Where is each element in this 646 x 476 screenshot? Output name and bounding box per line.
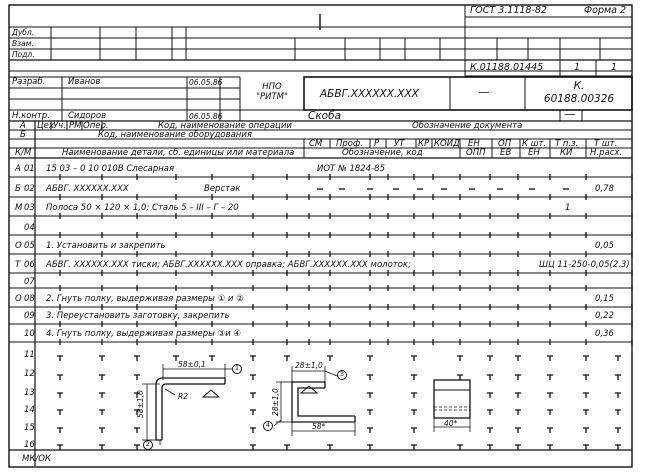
tee-mark [515,393,521,398]
tee-mark [411,410,417,415]
row-value: 0,15 [595,294,614,304]
tee-mark [487,393,493,398]
row-15-number: 15 [24,423,35,433]
tee-mark [99,393,105,398]
tee-mark [583,445,589,450]
tee-mark [515,445,521,450]
row-km-letter: К/М [15,148,32,158]
sketch-part-1 [142,364,232,445]
row-b-letter: Б [20,130,26,140]
col-r: Р [374,139,380,149]
tee-mark [367,375,373,380]
row-number: 10 [24,329,35,339]
tee-mark [99,375,105,380]
form-label: Форма 2 [584,5,627,16]
col-opp: ОПП [466,148,486,158]
row-number: 08 [24,294,35,304]
col-equipment: Код, наименование оборудования [98,130,252,140]
tee-mark [284,445,290,450]
row-value: 0,78 [595,184,614,194]
row-extra: Верстак [204,184,241,194]
tee-mark [57,393,63,398]
k-code-line1: К. [573,80,585,92]
tee-mark [487,410,493,415]
row-a-letter: А [20,121,26,131]
tee-mark [615,356,621,361]
org-name-line2: "РИТМ" [256,92,288,102]
row-text: АБВГ. ХХХХХХ.ХХХ тиски; АБВГ.ХХХХХХ.ХХХ оправка; АБВГ.ХХХХХХ.ХХХ молоток; [46,260,411,270]
tee-mark [615,445,621,450]
developer-label: Разраб. [12,77,46,87]
tee-mark [515,375,521,380]
row-number: 02 [24,184,35,194]
row-prefix: А [15,164,21,174]
tee-mark [99,445,105,450]
tee-mark [57,375,63,380]
row-prefix: О [15,294,22,304]
tee-mark [615,393,621,398]
tee-mark [327,356,333,361]
row-number: 03 [24,203,35,213]
dim-58-01: 58±0,1 [178,360,206,369]
tee-mark [209,356,215,361]
callout-4: 4 [265,421,271,429]
col-en2: ЕН [528,148,540,158]
col-prof: Проф. [336,139,363,149]
row-13-number: 13 [24,388,35,398]
dim-28-top: 28±1,0 [295,361,323,370]
col-kr: КР [418,139,430,149]
tee-mark [515,428,521,433]
tee-mark [457,375,463,380]
tee-mark [134,375,140,380]
col-ceh: Цех [37,121,54,131]
dim-28-side: 28±1,0 [271,388,280,416]
col-oper: Опер. [83,121,109,131]
tee-mark [487,445,493,450]
row-text: 4. Гнуть полку, выдерживая размеры ③и ④ [46,329,242,339]
row-value: ШЦ 11-250-0,05(2.3) [539,260,630,270]
tee-mark [547,375,553,380]
tee-mark [457,356,463,361]
dim-58-ref: 58* [312,422,326,431]
tee-mark [99,356,105,361]
vzam-label: Взам. [12,39,34,48]
tee-mark [583,428,589,433]
col-document: Обозначение документа [412,121,523,131]
tee-mark [367,410,373,415]
row-14-number: 14 [24,405,35,415]
tee-mark [250,428,256,433]
part-name-dash: — [564,107,576,121]
tee-mark [411,428,417,433]
col-t-pz: Т п.з. [555,139,579,149]
row-prefix: О [15,241,22,251]
controller-date: 06.05.86 [189,112,223,121]
row-number: 09 [24,311,35,321]
row-value: 0,36 [595,329,614,339]
dim-40-ref: 40* [444,419,458,428]
tee-mark [367,428,373,433]
tee-mark [250,410,256,415]
tee-mark [134,428,140,433]
tee-mark [487,375,493,380]
sheets-total: 1 [574,62,581,73]
col-en: ЕН [468,139,480,149]
row-prefix: Б [15,184,21,194]
row-extra: ИОТ № 1824-85 [317,164,385,174]
tee-mark [615,428,621,433]
col-sm: СМ [309,139,323,149]
row-value: 0,22 [595,311,614,321]
tee-mark [57,428,63,433]
tee-mark [547,445,553,450]
tee-mark [57,410,63,415]
col-ev: ЕВ [500,148,512,158]
row-text: АБВГ. ХХХХХХ.ХХХ [46,184,129,194]
tee-mark [411,356,417,361]
tee-mark [99,428,105,433]
row-text: 3. Переустановить заготовку, закрепить [46,311,230,321]
tee-mark [515,410,521,415]
row-text: 15 03 – 0 10 010В Слесарная [46,164,175,174]
tee-mark [583,375,589,380]
org-name-line1: НПО [262,82,282,92]
row-prefix: Т [15,260,21,270]
row-number: 01 [24,164,35,174]
row-text: 1. Установить и закрепить [46,241,166,251]
tee-mark [411,375,417,380]
tee-mark [547,410,553,415]
col-ki: КИ [560,148,573,158]
tee-mark [284,356,290,361]
part-name: Скоба [308,110,342,122]
col-n-rash: Н.расх. [590,148,623,158]
gost-label: ГОСТ 3.1118-82 [470,5,547,16]
tee-mark [515,356,521,361]
tee-mark [547,393,553,398]
tee-mark [583,356,589,361]
col-code: Обозначение, код [342,148,423,158]
developer-date: 06.05.86 [189,78,223,87]
row-number: 07 [24,277,35,287]
callout-2: 2 [145,440,151,448]
row-value: 1 [565,203,571,213]
tee-mark [57,356,63,361]
col-operation-name: Код, наименование операции [158,121,292,131]
radius-r2: R2 [178,392,188,401]
part-code: АБВГ.ХХХХХХ.ХХХ [320,88,419,100]
col-material-name: Наименование детали, сб. единицы или материала [62,148,295,158]
tee-mark [583,410,589,415]
controller-name: Сидоров [68,111,107,121]
callout-1: 1 [234,364,240,372]
tee-mark [57,445,63,450]
footer-mk-ok: МК/ОК [22,454,51,464]
dim-58-10: 58±1,0 [136,390,145,418]
tee-mark [367,393,373,398]
row-prefix: М [15,203,23,213]
dubl-label: Дубл. [12,28,35,37]
col-koid: КОИД [434,139,460,149]
tee-mark [134,356,140,361]
tee-mark [583,393,589,398]
row-text: Полоса 50 × 120 × 1,0; Сталь 5 – III – Г – 20 [46,203,239,213]
tee-mark [327,445,333,450]
row-number: 04 [24,223,35,233]
row-12-number: 12 [24,369,35,379]
row-number: 06 [24,260,35,270]
callout-3: 3 [339,370,345,378]
dash-mark: — [478,85,490,99]
tee-mark [615,410,621,415]
tee-mark [487,428,493,433]
tee-mark [615,375,621,380]
tee-mark [99,410,105,415]
tee-mark [411,393,417,398]
developer-name: Иванов [68,77,101,87]
col-op: ОП [498,139,512,149]
tee-mark [411,445,417,450]
col-t-sht: Т шт. [594,139,618,149]
row-number: 05 [24,241,35,251]
col-k-sht: К шт. [522,139,547,149]
tee-mark [250,375,256,380]
tee-mark [250,356,256,361]
row-16-number: 16 [24,440,35,450]
col-uch: Уч. [53,121,66,131]
tee-mark [367,356,373,361]
tee-mark [250,393,256,398]
doc-code: К.01188.01445 [470,62,544,73]
tee-mark [367,445,373,450]
row-text: 2. Гнуть полку, выдерживая размеры ① и ② [46,294,244,304]
row-value: 0,05 [595,241,614,251]
k-code-line2: 60188.00326 [543,93,615,105]
controller-label: Н.контр. [12,111,51,121]
podl-label: Подл. [12,50,35,59]
tee-mark [547,428,553,433]
tee-mark [250,445,256,450]
col-rm: РМ [69,121,82,131]
tee-mark [457,445,463,450]
tee-mark [134,445,140,450]
tee-mark [547,356,553,361]
col-ut: УТ [394,139,405,149]
sheet-number: 1 [611,62,618,73]
row-11-number: 11 [24,350,35,360]
tee-mark [487,356,493,361]
